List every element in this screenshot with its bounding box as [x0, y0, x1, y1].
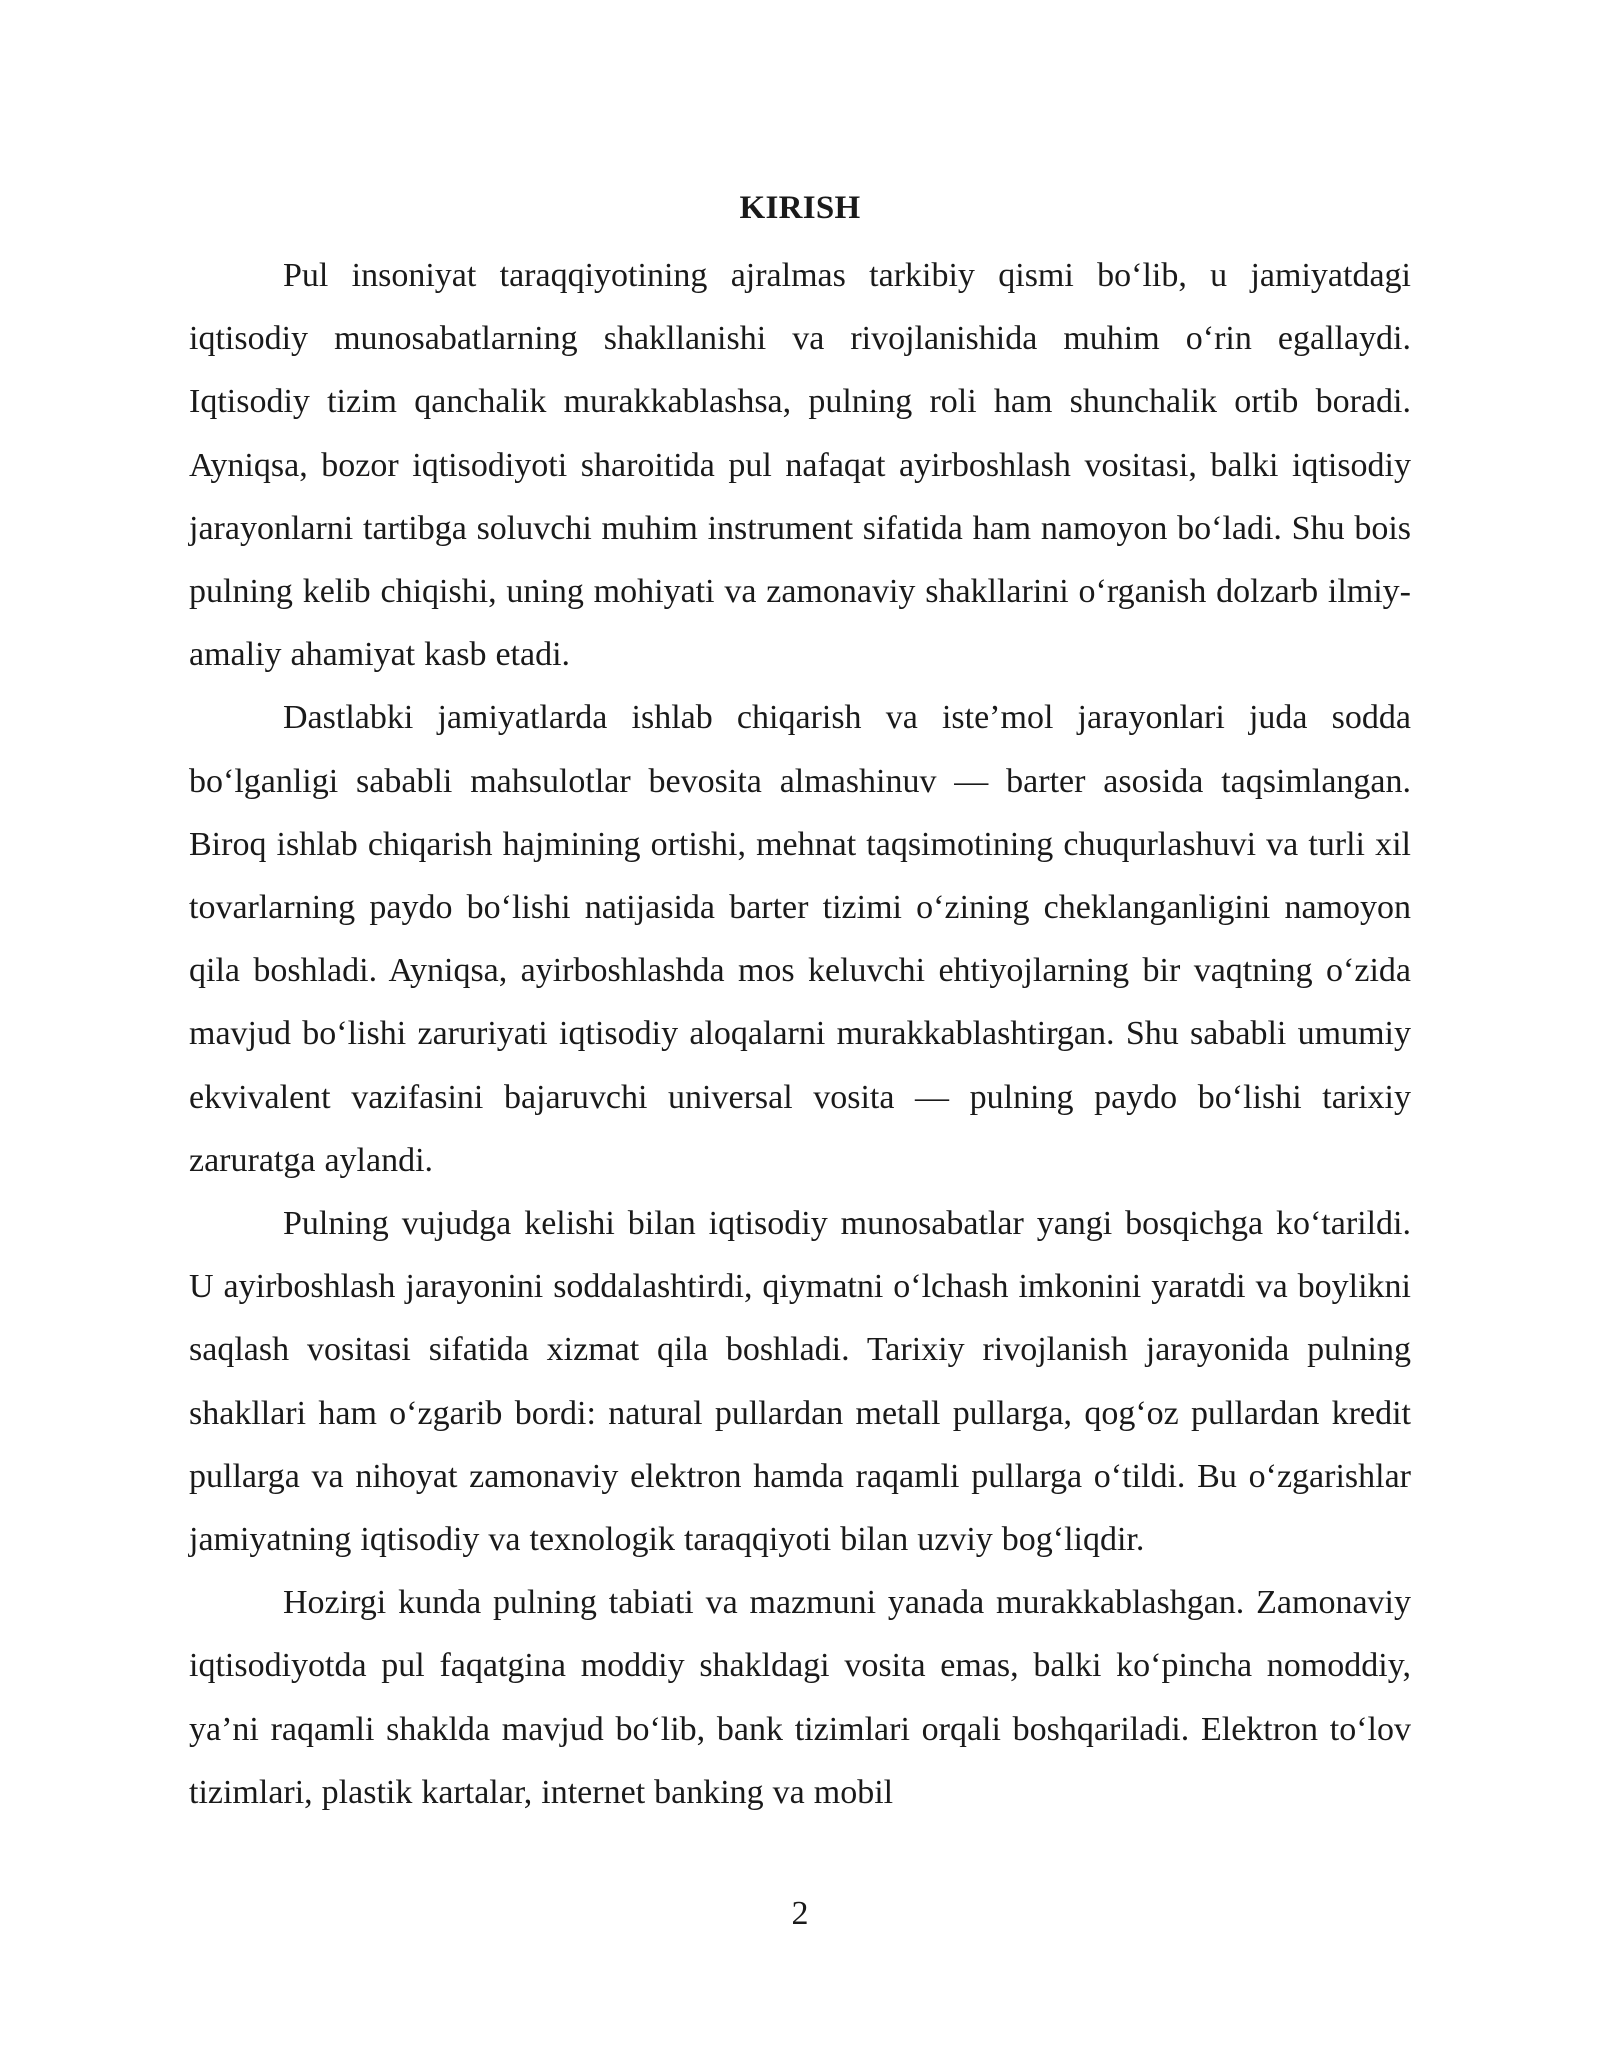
paragraph-4: Hozirgi kunda pulning tabiati va mazmuni yanada murakkablashgan. Zamonaviy iqtisodiyotda pul faqatgina moddiy shakldagi vosita emas, balki ko‘pincha nomoddiy, ya’ni raqamli shaklda mavjud bo‘lib, bank tizimlari orqali boshqariladi. Elektron to‘lov tizimlari, plastik kartalar, internet banking va mobil — [189, 1584, 1411, 1811]
section-heading: KIRISH — [739, 190, 861, 226]
page-number: 2 — [791, 1895, 809, 1932]
paragraph-3: Pulning vujudga kelishi bilan iqtisodiy munosabatlar yangi bosqichga ko‘tarildi. U ayirboshlash jarayonini soddalashtirdi, qiymatni o‘lchash imkonini yaratdi va boylikni saqlash vositasi sifatida xizmat qila boshladi. Tarixiy rivojlanish jarayonida pulning shakllari ham o‘zgarib bordi: natural pullardan metall pullarga, qog‘oz pullardan kredit pullarga va nihoyat zamonaviy elektron hamda raqamli pullarga o‘tildi. Bu o‘zgarishlar jamiyatning iqtisodiy va texnologik taraqqiyoti bilan uzviy bog‘liqdir. — [189, 1205, 1411, 1559]
page-content — [189, 188, 1411, 1824]
paragraph-1: Pul insoniyat taraqqiyotining ajralmas tarkibiy qismi bo‘lib, u jamiyatdagi iqtisodiy munosabatlarning shakllanishi va rivojlanishida muhim o‘rin egallaydi. Iqtisodiy tizim qanchalik murakkablashsa, pulning roli ham shunchalik ortib boradi. Ayniqsa, bozor iqtisodiyoti sharoitida pul nafaqat ayirboshlash vositasi, balki iqtisodiy jarayonlarni tartibga soluvchi muhim instrument sifatida ham namoyon bo‘ladi. Shu bois pulning kelib chiqishi, uning mohiyati va zamonaviy shakllarini o‘rganish dolzarb ilmiy-amaliy ahamiyat kasb etadi. — [189, 257, 1411, 674]
paragraph-2: Dastlabki jamiyatlarda ishlab chiqarish va iste’mol jarayonlari juda sodda bo‘lganligi sababli mahsulotlar bevosita almashinuv — barter asosida taqsimlangan. Biroq ishlab chiqarish hajmining ortishi, mehnat taqsimotining chuqurlashuvi va turli xil tovarlarning paydo bo‘lishi natijasida barter tizimi o‘zining cheklanganligini namoyon qila boshladi. Ayniqsa, ayirboshlashda mos keluvchi ehtiyojlarning bir vaqtning o‘zida mavjud bo‘lishi zaruriyati iqtisodiy aloqalarni murakkablashtirgan. Shu sababli umumiy ekvivalent vazifasini bajaruvchi universal vosita — pulning paydo bo‘lishi tarixiy zaruratga aylandi. — [189, 699, 1411, 1179]
